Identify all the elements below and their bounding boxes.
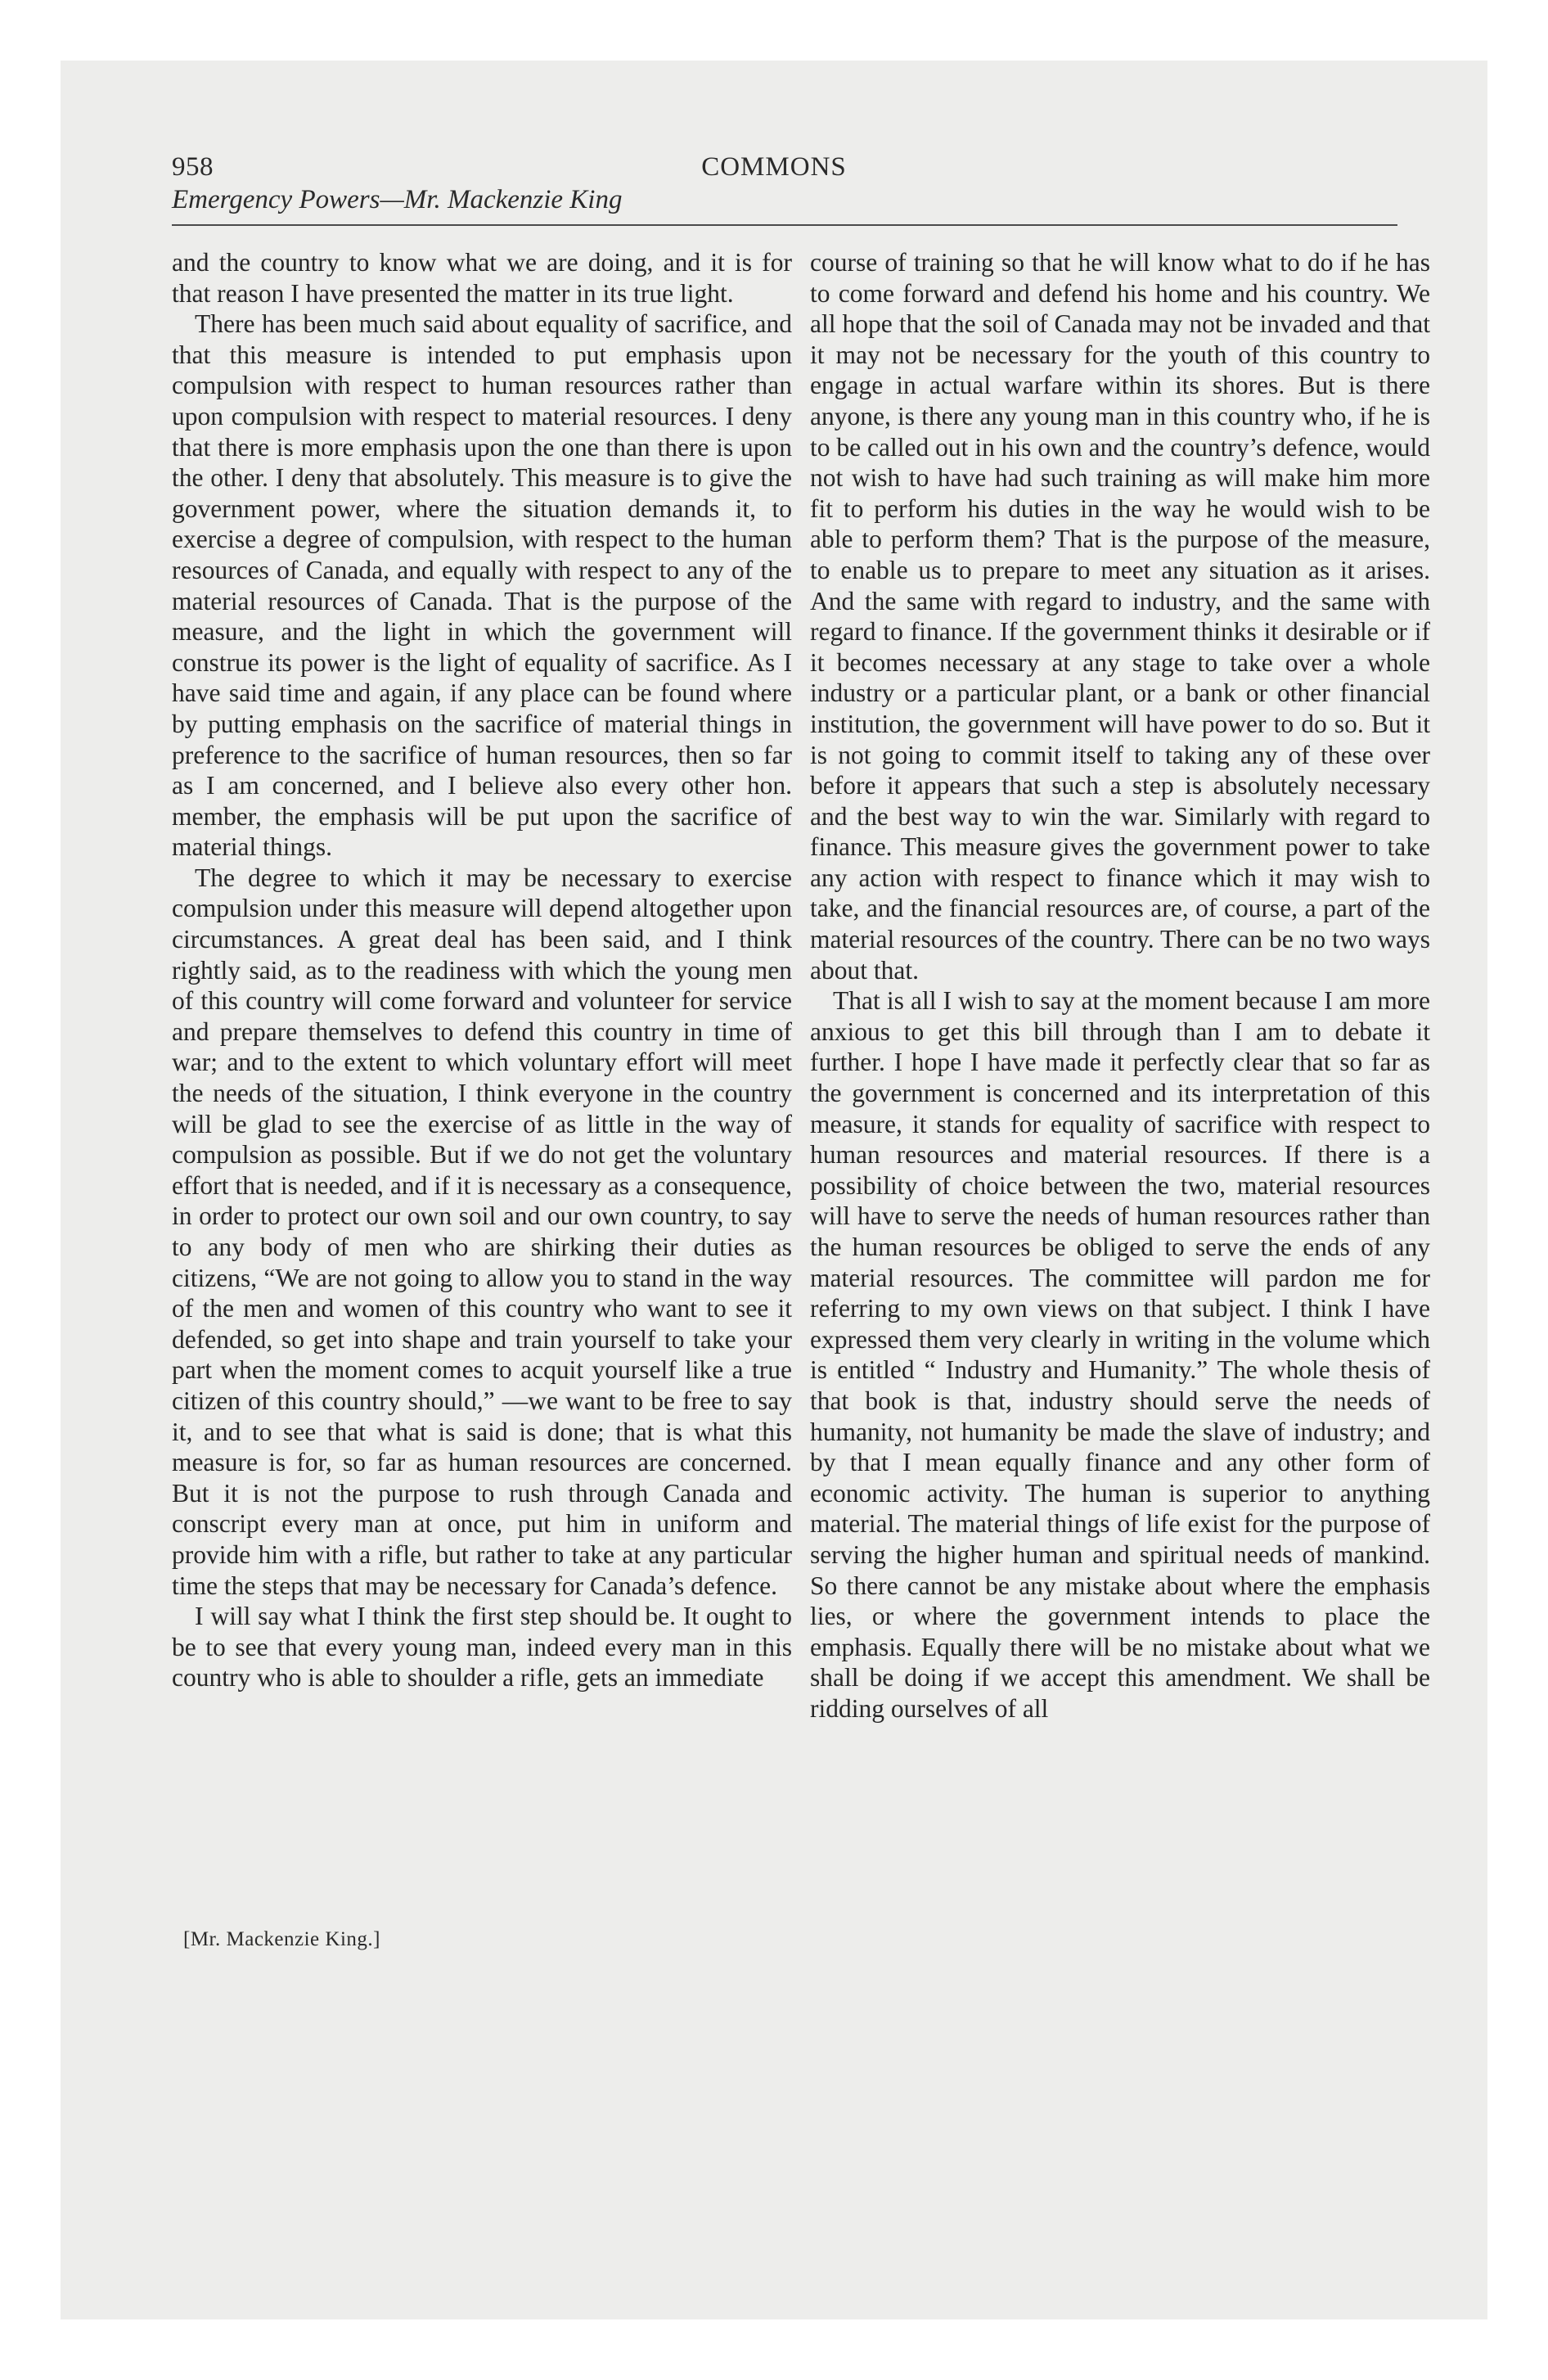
header-rule — [172, 224, 1397, 226]
paragraph: and the country to know what we are doing, and it is for that reason I have presented the matter in its true light. — [172, 248, 792, 308]
speaker-attribution: [Mr. Mackenzie King.] — [183, 1928, 380, 1950]
paragraph: There has been much said about equality of sacrifice, and that this measure is intended to put emphasis upon compulsion with respect to human resources rather than upon compulsion with respect to material resources. I deny that there is more emphasis upon the one than there is upon the other. I deny that absolutely. This measure is to give the government power, where the situation demands it, to exercise a degree of compulsion, with respect to the human resources of Canada, and equally with respect to any of the material resources of Canada. That is the purpose of the measure, and the light in which the government will construe its power is the light of equality of sacrifice. As I have said time and again, if any place can be found where by putting emphasis on the sacrifice of material things in preference to the sacrifice of human resources, then so far as I am concerned, and I believe also every other hon. member, the emphasis will be put upon the sacrifice of material things. — [172, 309, 792, 862]
page-number: 958 — [172, 152, 214, 182]
document-page — [61, 61, 1487, 2319]
paragraph: I will say what I think the first step should be. It ought to be to see that every young man, indeed every man in this country who is able to shoulder a rifle, gets an immediate — [172, 1602, 792, 1693]
running-head: Emergency Powers—Mr. Mackenzie King — [172, 185, 623, 214]
paragraph: course of training so that he will know what to do if he has to come forward and defend his home and his country. We all hope that the soil of Canada may not be invaded and that it may not be necessary for the youth of this country to engage in actual warfare within its shores. But is there anyone, is there any young man in this country who, if he is to be called out in his own and the country’s defence, would not wish to have had such training as will make him more fit to perform his duties in the way he would wish to be able to perform them? That is the purpose of the measure, to enable us to prepare to meet any situation as it arises. And the same with regard to industry, and the same with regard to finance. If the government thinks it desirable or if it becomes necessary at any stage to take over a whole industry or a particular plant, or a bank or other financial institution, the government will have power to do so. But it is not going to commit itself to taking any of these over before it appears that such a step is absolutely necessary and the best way to win the war. Similarly with regard to finance. This measure gives the government power to take any action with respect to finance which it may wish to take, and the financial resources are, of course, a part of the material resources of the country. There can be no two ways about that. — [810, 248, 1430, 985]
section-title: COMMONS — [701, 152, 847, 182]
right-column — [810, 247, 1430, 1724]
left-column — [172, 247, 792, 1693]
paragraph: The degree to which it may be necessary to exercise compulsion under this measure will depend altogether upon circumstances. A great deal has been said, and I think rightly said, as to the readiness with which the young men of this country will come forward and volunteer for service and prepare themselves to defend this country in time of war; and to the extent to which voluntary effort will meet the needs of the situation, I think everyone in the country will be glad to see the exercise of as little in the way of compulsion as possible. But if we do not get the voluntary effort that is needed, and if it is necessary as a consequence, in order to protect our own soil and our own country, to say to any body of men who are shirking their duties as citizens, “We are not going to allow you to stand in the way of the men and women of this country who want to see it defended, so get into shape and train yourself to take your part when the moment comes to acquit yourself like a true citizen of this country should,” —we want to be free to say it, and to see that what is said is done; that is what this measure is for, so far as human resources are concerned. But it is not the purpose to rush through Canada and conscript every man at once, put him in uniform and provide him with a rifle, but rather to take at any particular time the steps that may be necessary for Canada’s defence. — [172, 863, 792, 1600]
paragraph: That is all I wish to say at the moment because I am more anxious to get this bill through than I am to debate it further. I hope I have made it perfectly clear that so far as the government is concerned and its interpretation of this measure, it stands for equality of sacrifice with respect to human resources and material resources. If there is a possibility of choice between the two, material resources will have to serve the needs of human resources rather than the human resources be obliged to serve the ends of any material resources. The committee will pardon me for referring to my own views on that subject. I think I have expressed them very clearly in writing in the volume which is entitled “ Industry and Humanity.” The whole thesis of that book is that, industry should serve the needs of humanity, not humanity be made the slave of industry; and by that I mean equally finance and any other form of economic activity. The human is superior to anything material. The material things of life exist for the purpose of serving the higher human and spiritual needs of mankind. So there cannot be any mistake about where the emphasis lies, or where the government intends to place the emphasis. Equally there will be no mistake about what we shall be doing if we accept this amendment. We shall be ridding ourselves of all — [810, 986, 1430, 1723]
